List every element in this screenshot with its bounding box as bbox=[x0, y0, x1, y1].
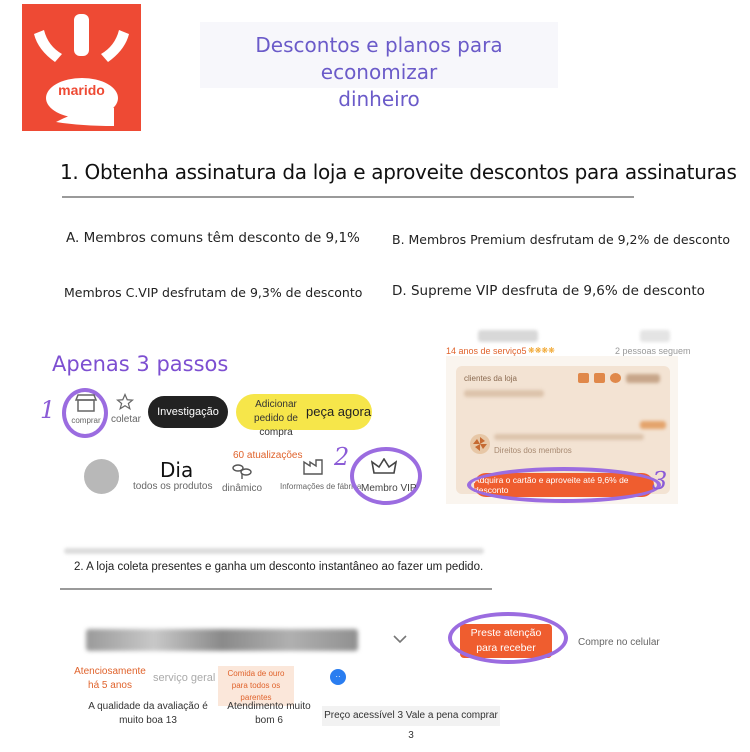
blurred-store-title bbox=[86, 629, 358, 651]
card-blurred-line bbox=[464, 390, 544, 397]
order-now-button[interactable] bbox=[236, 394, 372, 438]
step-1-number: 1 bbox=[40, 396, 56, 424]
factory-label[interactable]: Informações de fábrica bbox=[280, 482, 362, 491]
investigate-button[interactable]: Investigação bbox=[148, 396, 228, 428]
store-avatar[interactable] bbox=[84, 459, 119, 494]
card-icon-1[interactable] bbox=[578, 373, 589, 383]
card-rules-blurred[interactable] bbox=[626, 374, 660, 383]
page-title-line1: Descontos e planos para economizar bbox=[255, 33, 503, 84]
followers-count: 2 pessoas seguem bbox=[615, 346, 691, 356]
blurred-badge bbox=[640, 330, 670, 342]
section2-divider bbox=[60, 588, 492, 590]
option-b: B. Membros Premium desfrutam de 9,2% de desconto bbox=[392, 232, 731, 247]
card-icon-3[interactable] bbox=[610, 373, 621, 383]
dynamic-icon[interactable] bbox=[231, 462, 253, 480]
page-title-line2: dinheiro bbox=[338, 87, 420, 111]
factory-icon[interactable] bbox=[302, 458, 324, 476]
logo-label: marido bbox=[58, 82, 105, 98]
dynamic-label[interactable]: dinâmico bbox=[222, 483, 263, 494]
store-members-label: clientes da loja bbox=[464, 374, 517, 383]
card-blurred-desc bbox=[494, 434, 644, 440]
section1-divider bbox=[62, 196, 634, 198]
pinwheel-icon bbox=[470, 434, 490, 454]
section2-title: 2. A loja coleta presentes e ganha um desconto instantâneo ao fazer um pedido. bbox=[74, 561, 484, 573]
steps-title: Apenas 3 passos bbox=[52, 352, 229, 376]
receive-coupons-button[interactable]: Preste atenção para receber cupons bbox=[460, 624, 552, 658]
section2-blurred-header bbox=[64, 548, 484, 554]
info-dot-icon[interactable]: ·· bbox=[330, 669, 346, 685]
chevron-down-icon[interactable] bbox=[392, 632, 408, 644]
section1-title: 1. Obtenha assinatura da loja e aproveite descontos para assinaturas bbox=[60, 160, 737, 184]
add-order-label: Adicionar pedido de compra bbox=[254, 399, 298, 438]
gold-food-badge: Comida de ouro para todos os parentes bbox=[218, 666, 294, 706]
option-d: D. Supreme VIP desfruta de 9,6% de desconto bbox=[392, 283, 705, 299]
card-blurred-tag bbox=[640, 421, 666, 429]
member-rights-label: Direitos dos membros bbox=[494, 446, 572, 455]
buy-label[interactable]: comprar bbox=[71, 416, 101, 425]
service-good: Atendimento muito bom 6 bbox=[227, 701, 311, 726]
page-title bbox=[200, 32, 558, 113]
coupon-highlight bbox=[448, 612, 568, 664]
rating-dots: ❋❋❋❋ bbox=[528, 346, 555, 355]
buy-mobile-link[interactable]: Compre no celular bbox=[578, 637, 660, 648]
card-icon-2[interactable] bbox=[594, 373, 605, 383]
get-card-button[interactable]: Adquira o cartão e aproveite até 9,6% de desconto bbox=[474, 473, 654, 497]
step-3-highlight bbox=[467, 467, 661, 503]
option-c: Membros C.VIP desfrutam de 9,3% de desconto bbox=[64, 285, 363, 300]
app-logo bbox=[22, 4, 141, 131]
member-vip-label[interactable]: Membro VIP bbox=[361, 483, 417, 494]
order-now-label: peça agora bbox=[306, 404, 372, 419]
collect-label[interactable]: coletar bbox=[110, 414, 141, 425]
rating-quality: A qualidade da avaliação é muito boa 13 bbox=[88, 701, 208, 726]
step-3-number: 3 bbox=[652, 467, 668, 495]
step-2-number: 2 bbox=[334, 443, 350, 471]
store-icon[interactable] bbox=[74, 393, 98, 413]
option-a: A. Membros comuns têm desconto de 9,1% bbox=[66, 230, 360, 246]
all-products-link[interactable]: todos os produtos bbox=[133, 481, 213, 492]
blurred-store-name bbox=[478, 330, 538, 342]
service-years: 14 anos de serviço5 bbox=[446, 346, 527, 356]
price-worth-tag: Preço acessível 3 Vale a pena comprar 3 bbox=[322, 706, 500, 726]
crown-icon[interactable] bbox=[371, 458, 397, 476]
years-attention: Atenciosamente há 5 anos bbox=[74, 666, 146, 691]
dia-label: Dia bbox=[160, 458, 194, 482]
updates-count: 60 atualizações bbox=[233, 450, 303, 461]
general-service: serviço geral bbox=[153, 672, 216, 684]
star-icon[interactable] bbox=[116, 393, 134, 411]
logo-glyph-icon bbox=[22, 4, 141, 131]
